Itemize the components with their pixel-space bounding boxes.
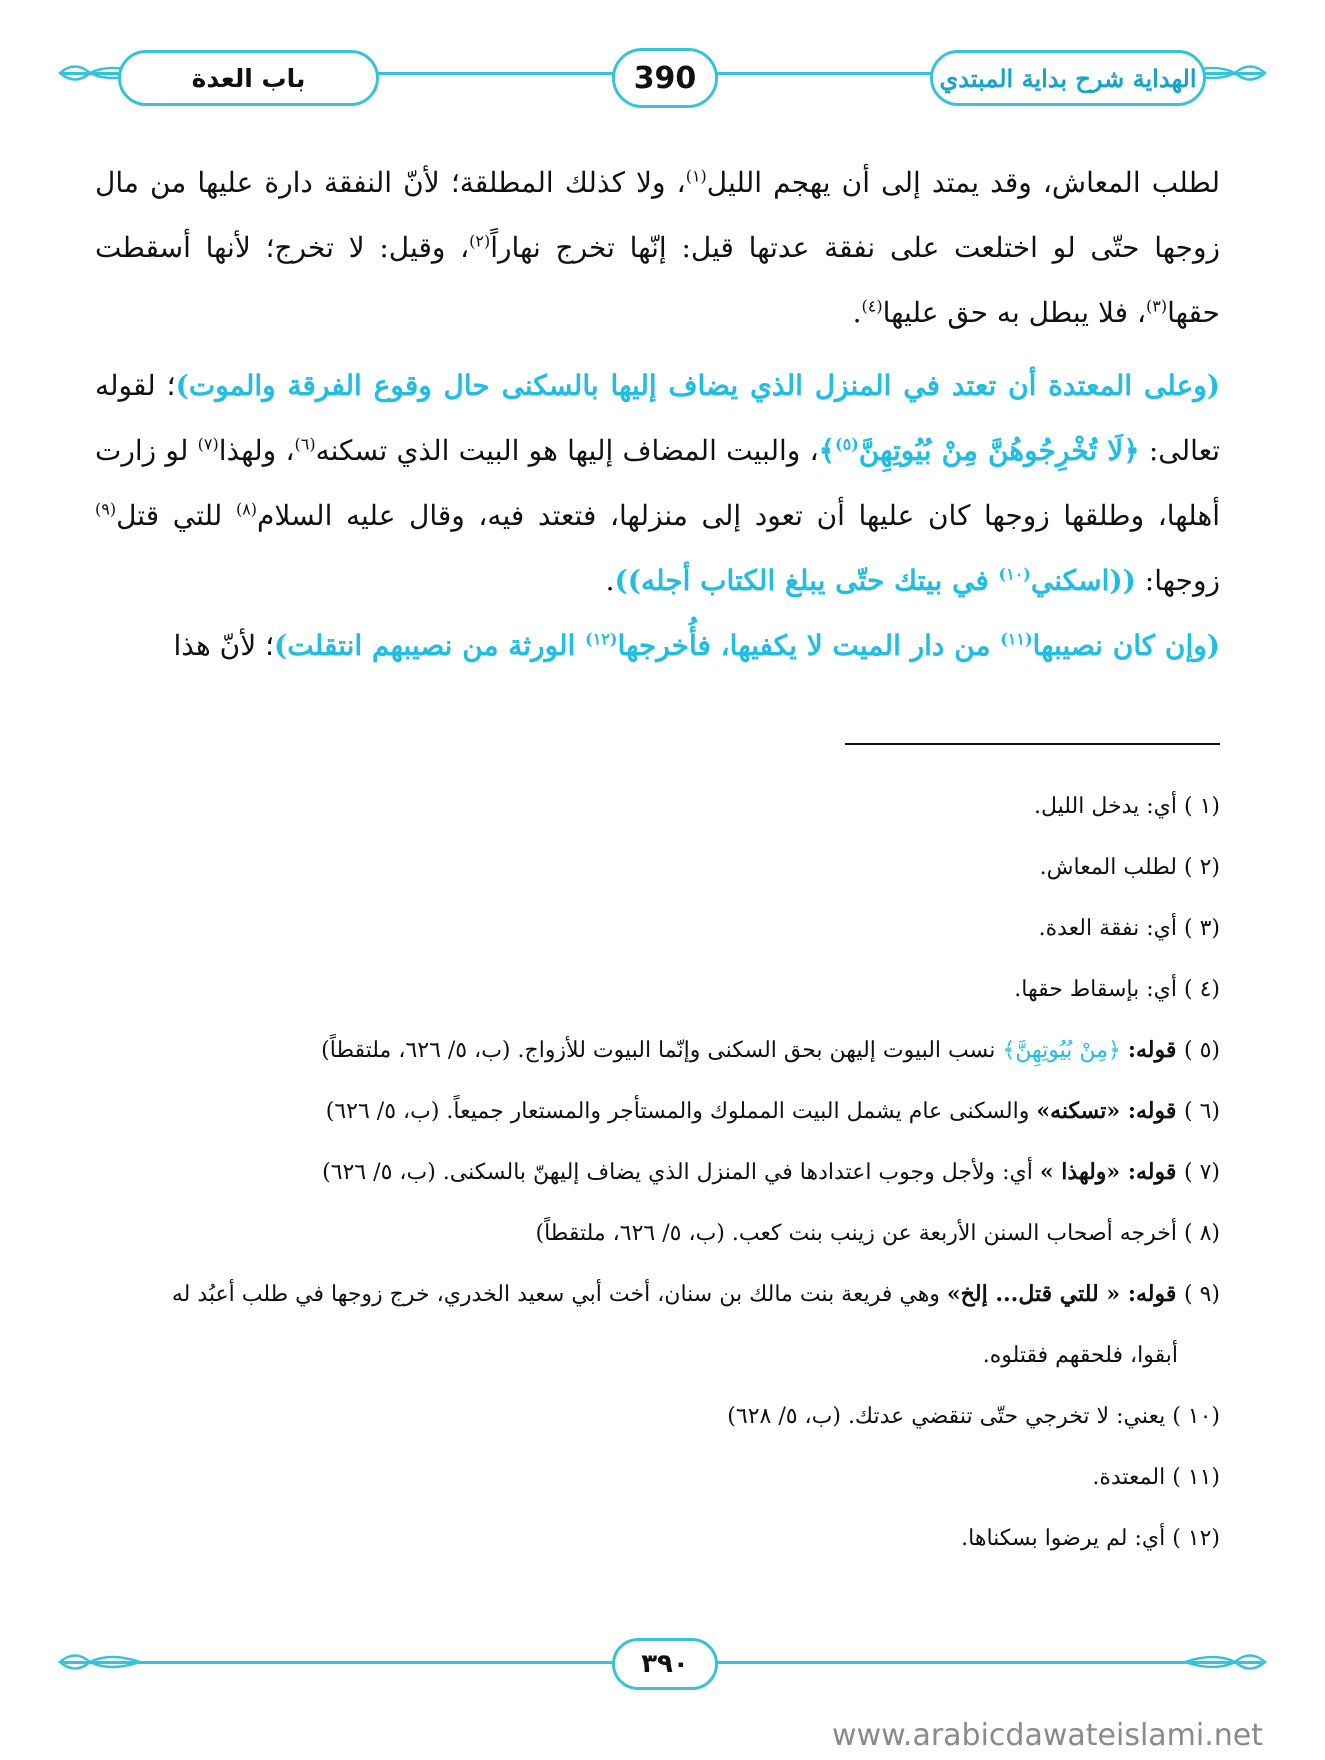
footer-right-ornament bbox=[1180, 1647, 1270, 1677]
footnote-3 bbox=[90, 898, 1220, 959]
footnote-ref: (٢) bbox=[469, 231, 491, 251]
footnote-ref: (١) bbox=[685, 166, 707, 186]
footnote-text: أي: ولأجل وجوب اعتدادها في المنزل الذي يضاف إليهنّ بالسكنى. (ب، ٥/ ٦٢٦) bbox=[322, 1160, 1040, 1185]
footnote-7 bbox=[90, 1142, 1220, 1203]
footnote-text: أي: يدخل الليل. bbox=[1033, 794, 1184, 819]
footnote-number: (٤ ) bbox=[1184, 977, 1220, 1002]
chapter-title-text: باب العدة bbox=[191, 63, 306, 93]
footnote-label: قوله: «تسكنه» bbox=[1036, 1098, 1184, 1124]
footnote-ref: (١٠) bbox=[998, 564, 1031, 584]
footnote-number: (٥ ) bbox=[1184, 1038, 1220, 1063]
footnote-8 bbox=[90, 1203, 1220, 1264]
text-run: ؛ لأنّ هذا bbox=[173, 629, 274, 662]
footnote-11 bbox=[90, 1447, 1220, 1508]
footnotes bbox=[90, 776, 1220, 1569]
footnote-10 bbox=[90, 1386, 1220, 1447]
text-run: . bbox=[852, 296, 862, 329]
footnote-number: (٦ ) bbox=[1184, 1099, 1220, 1124]
quran-bracket: ﴾ bbox=[818, 434, 836, 467]
footer-page-number-text: ٣٩٠ bbox=[641, 1649, 689, 1679]
quran-verse: ﴿مِنْ بُيُوتِهِنَّ﴾ bbox=[1002, 1038, 1128, 1063]
footnote-text: لطلب المعاش. bbox=[1039, 855, 1184, 880]
footnote-4 bbox=[90, 959, 1220, 1020]
text-run: ، والبيت المضاف إليها هو البيت الذي تسكنه bbox=[315, 434, 819, 467]
text-run: ، وقيل: لا تخرج؛ لأنها أسقطت حقها bbox=[95, 231, 1220, 329]
footnote-5 bbox=[90, 1020, 1220, 1081]
hadith-text: ((اسكني bbox=[1030, 564, 1136, 597]
footnote-label: قوله: «ولهذا » bbox=[1039, 1159, 1184, 1185]
footnote-6 bbox=[90, 1081, 1220, 1142]
website-watermark: www.arabicdawateislami.net bbox=[832, 1718, 1263, 1753]
footnote-ref: (١١) bbox=[1000, 629, 1033, 649]
footnote-ref: (٥) bbox=[835, 434, 859, 454]
footnote-text: أخرجه أصحاب السنن الأربعة عن زينب بنت كعب. (ب، ٥/ ٦٢٦، ملتقطاً) bbox=[535, 1221, 1184, 1246]
text-run: ، ولا كذلك المطلقة؛ لأنّ النفقة دارة عليها من مال زوجها حتّى لو اختلعت على نفقة عدتها قيل: إنّها تخرج نهاراً bbox=[95, 166, 1221, 264]
footnote-text: وهي فريعة بنت مالك بن سنان، أخت أبي سعيد الخدري، خرج زوجها في طلب أعبُد له bbox=[171, 1282, 947, 1307]
header-page-number-text: 390 bbox=[633, 60, 697, 96]
footnote-text: يعني: لا تخرجي حتّى تنقضي عدتك. (ب، ٥/ ٦٢٨) bbox=[727, 1404, 1173, 1429]
footnote-2 bbox=[90, 837, 1220, 898]
quran-verse: ﴿لَا تُخْرِجُوهُنَّ مِنْ بُيُوتِهِنَّ bbox=[858, 434, 1140, 467]
footnote-9-continuation bbox=[90, 1325, 1220, 1386]
text-run: ، فلا يبطل به حق عليها bbox=[882, 296, 1146, 329]
footnote-ref: (٩) bbox=[95, 499, 117, 519]
chapter-title bbox=[118, 50, 379, 106]
book-title-text: الهداية شرح بداية المبتدي bbox=[939, 63, 1197, 93]
footnote-number: (١ ) bbox=[1184, 794, 1220, 819]
footnote-12 bbox=[90, 1508, 1220, 1569]
footnote-1 bbox=[90, 776, 1220, 837]
text-run: للتي قتل bbox=[116, 499, 236, 532]
text-run: ، ولهذا bbox=[218, 434, 295, 467]
text-run: زوجها: bbox=[1144, 564, 1220, 597]
text-run: . bbox=[605, 564, 615, 597]
footnote-number: (٨ ) bbox=[1184, 1221, 1220, 1246]
footnote-number: (٢ ) bbox=[1184, 855, 1220, 880]
footnote-text: والسكنى عام يشمل البيت المملوك والمستأجر والمستعار جميعاً. (ب، ٥/ ٦٢٦) bbox=[325, 1099, 1037, 1124]
footnote-number: (١٢ ) bbox=[1172, 1526, 1220, 1551]
footnote-text: أي: بإسقاط حقها. bbox=[1014, 977, 1184, 1002]
footnote-ref: (٨) bbox=[235, 499, 258, 519]
matn-text: (وعلى المعتدة أن تعتد في المنزل الذي يضاف إليها بالسكنى حال وقوع الفرقة والموت) bbox=[175, 369, 1220, 402]
footnote-9 bbox=[90, 1264, 1220, 1325]
text-run: لو زارت أهلها، وطلقها زوجها كان عليها أن تعود إلى منزلها، فتعتد فيه، وقال عليه السلام bbox=[95, 434, 1220, 532]
footnote-text: نسب البيوت إليهن بحق السكنى وإنّما البيوت للأزواج. (ب، ٥/ ٦٢٦، ملتقطاً) bbox=[321, 1038, 1003, 1063]
footer-page-number bbox=[612, 1638, 718, 1690]
book-title bbox=[930, 50, 1206, 106]
footnote-number: (١٠ ) bbox=[1172, 1404, 1220, 1429]
footnote-text: أي: لم يرضوا بسكناها. bbox=[961, 1526, 1173, 1551]
hadith-text: في بيتك حتّى يبلغ الكتاب أجله)) bbox=[614, 564, 999, 597]
matn-text: الورثة من نصيبهم انتقلت) bbox=[273, 629, 586, 662]
text-run: لطلب المعاش، وقد يمتد إلى أن يهجم الليل bbox=[706, 166, 1220, 199]
footnote-text: المعتدة. bbox=[1092, 1465, 1173, 1490]
footnote-ref: (٤) bbox=[861, 296, 883, 316]
paragraph-2 bbox=[95, 353, 1220, 613]
footnote-number: (١١ ) bbox=[1172, 1465, 1220, 1490]
text-run: ؛ لقوله تعالى: bbox=[95, 369, 1221, 467]
header-page-number bbox=[612, 48, 718, 108]
footnote-ref: (١٢) bbox=[585, 629, 618, 649]
main-text bbox=[95, 150, 1220, 678]
footnote-separator bbox=[845, 743, 1220, 745]
footnote-label: قوله: « للتي قتل... إلخ» bbox=[946, 1281, 1184, 1307]
footnote-text: أبقوا، فلحقهم فقتلوه. bbox=[982, 1343, 1178, 1368]
footnote-number: (٧ ) bbox=[1184, 1160, 1220, 1185]
footnote-ref: (٣) bbox=[1145, 296, 1168, 316]
paragraph-1 bbox=[95, 150, 1220, 345]
paragraph-3 bbox=[95, 613, 1220, 678]
matn-text: من دار الميت لا يكفيها، فأُخرجها bbox=[617, 629, 1001, 662]
footnote-ref: (٧) bbox=[197, 434, 219, 454]
footnote-number: (٩ ) bbox=[1184, 1282, 1220, 1307]
footnote-text: أي: نفقة العدة. bbox=[1038, 916, 1184, 941]
footer-left-ornament bbox=[55, 1647, 145, 1677]
matn-text: (وإن كان نصيبها bbox=[1032, 629, 1220, 662]
footnote-label: قوله: bbox=[1127, 1037, 1184, 1063]
footnote-ref: (٦) bbox=[294, 434, 316, 454]
footnote-number: (٣ ) bbox=[1184, 916, 1220, 941]
